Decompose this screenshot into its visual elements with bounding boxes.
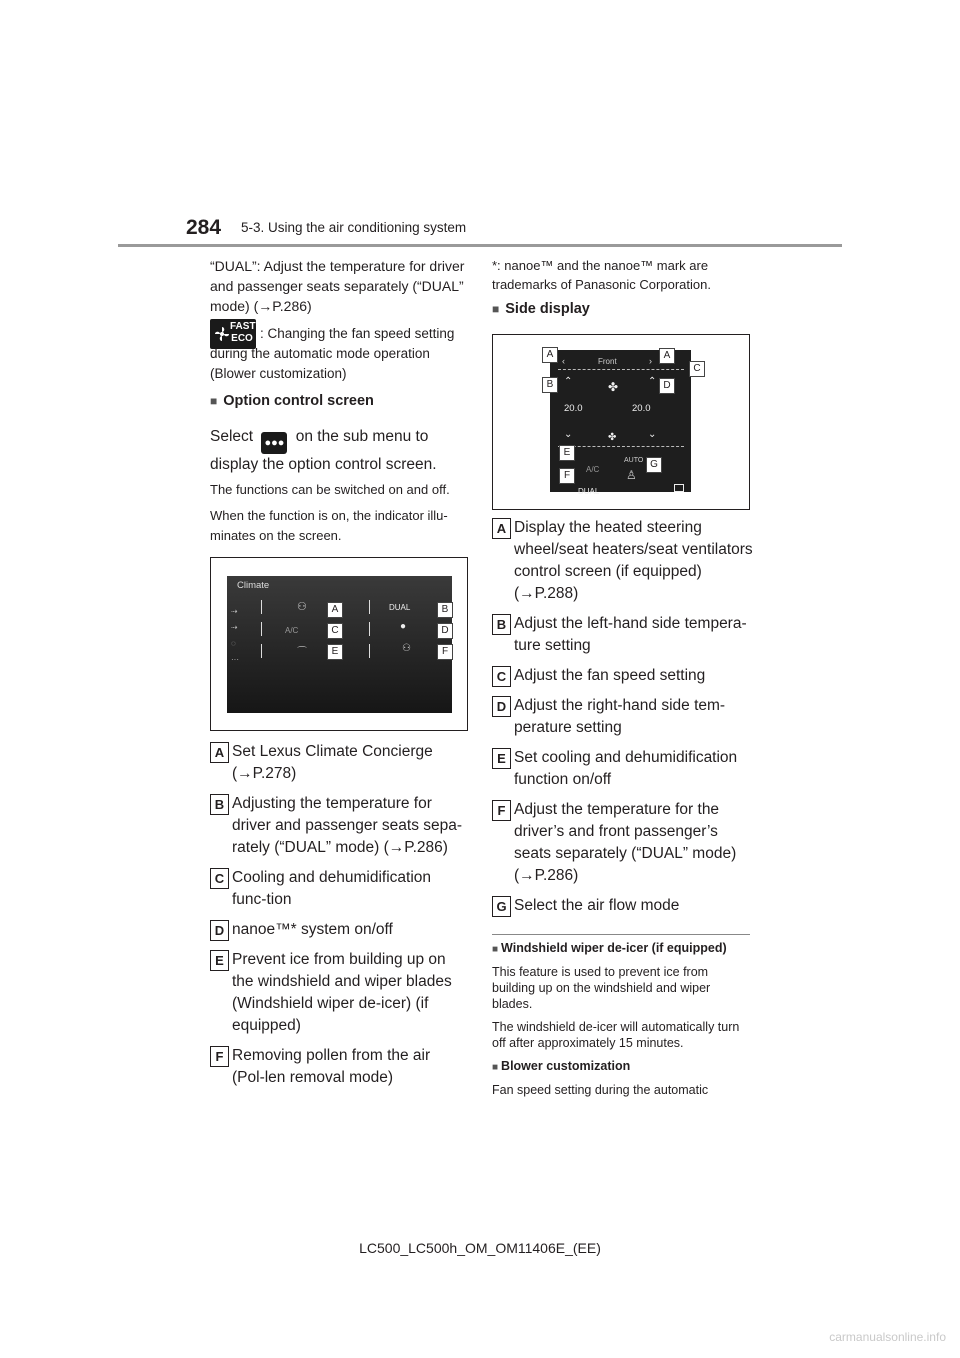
dual-paragraph: “DUAL”: Adjust the temperature for driver and passenger seats separately (“DUAL” mode) (→P.286)	[210, 258, 465, 314]
more-options-icon: ●●●	[261, 432, 287, 454]
indicator-paragraph: When the function is on, the indicator illu-minates on the screen.	[210, 508, 448, 543]
side-display-figure	[492, 334, 750, 510]
section-title: 5-3. Using the air conditioning system	[241, 220, 467, 235]
select-instruction: Select ●●● on the sub menu to display the option control screen.	[210, 428, 437, 473]
fast-eco-paragraph: : Changing the fan speed setting during the automatic mode operation (Blower customization)	[210, 326, 455, 381]
marker-f: F	[437, 644, 453, 660]
option-control-figure	[210, 557, 468, 731]
next-arrow-icon: ›	[649, 356, 652, 366]
square-bullet-icon: ■	[492, 1062, 499, 1073]
side-marker-f: F	[559, 468, 575, 484]
nanoe-footnote: *: nanoe™ and the nanoe™ mark are trademarks of Panasonic Corporation.	[492, 258, 711, 292]
side-ac-label: A/C	[586, 465, 600, 474]
prev-arrow-icon: ‹	[562, 356, 565, 366]
fast-eco-label: FAST ECO	[230, 321, 256, 344]
blower-heading: ■ Blower customization	[492, 1059, 631, 1073]
marker-e: E	[327, 644, 343, 660]
side-dual-label: DUAL	[578, 487, 600, 496]
screen-toggle-icon	[674, 484, 684, 492]
pollen-icon: ⚇	[402, 643, 411, 654]
side-marker-c: C	[689, 361, 705, 377]
marker-b: B	[437, 602, 453, 618]
square-bullet-icon: ■	[492, 944, 499, 955]
left-temp-down-icon: ⌄	[564, 429, 573, 440]
right-temperature: 20.0	[632, 403, 651, 414]
page-number: 284	[186, 216, 222, 239]
right-temp-down-icon: ⌄	[648, 429, 657, 440]
fan-icon: ✤	[608, 380, 619, 394]
square-bullet-icon: ■	[210, 394, 218, 408]
concierge-icon: ⚇	[297, 601, 307, 613]
front-label: Front	[598, 357, 617, 366]
marker-a: A	[327, 602, 343, 618]
climate-title: Climate	[237, 580, 270, 591]
side-display-heading: ■ Side display	[492, 301, 590, 317]
option-control-heading: ■ Option control screen	[210, 393, 374, 409]
marker-c: C	[327, 623, 343, 639]
side-marker-d: D	[659, 378, 675, 394]
marker-d: D	[437, 623, 453, 639]
screen-dual-label: DUAL	[389, 603, 411, 612]
screen-side-icons: ⇢ ⇢ ◌ ···	[231, 607, 239, 664]
right-temp-up-icon: ⌃	[648, 376, 657, 387]
side-marker-a-left: A	[542, 347, 558, 363]
side-marker-g: G	[646, 457, 662, 473]
fan-small-icon: ✤	[608, 432, 617, 443]
climate-screen	[227, 576, 452, 713]
side-marker-e: E	[559, 445, 575, 461]
deicer-icon: ⌒	[297, 647, 307, 658]
side-marker-b: B	[542, 377, 558, 393]
document-code: LC500_LC500h_OM_OM11406E_(EE)	[359, 1240, 601, 1256]
wiper-paragraph-1: This feature is used to prevent ice from building up on the windshield and wiper blades.	[492, 965, 711, 1011]
left-temperature: 20.0	[564, 403, 583, 414]
seat-airflow-icon: ♙	[626, 468, 637, 482]
left-temp-up-icon: ⌃	[564, 376, 573, 387]
square-bullet-icon: ■	[492, 302, 500, 316]
header-divider	[118, 244, 842, 247]
side-marker-a-right: A	[659, 348, 675, 364]
functions-paragraph: The functions can be switched on and off.	[210, 482, 450, 497]
wiper-heading: ■ Windshield wiper de-icer (if equipped)	[492, 941, 727, 955]
notes-divider	[492, 934, 750, 935]
blower-paragraph-1: Fan speed setting during the automatic	[492, 1083, 709, 1097]
screen-ac-label: A/C	[285, 626, 299, 635]
nanoe-icon: ●	[400, 621, 407, 632]
watermark: carmanualsonline.info	[829, 1330, 946, 1344]
wiper-paragraph-2: The windshield de-icer will automatically turn off after approximately 15 minutes.	[492, 1020, 740, 1050]
auto-label: AUTO	[624, 457, 644, 464]
